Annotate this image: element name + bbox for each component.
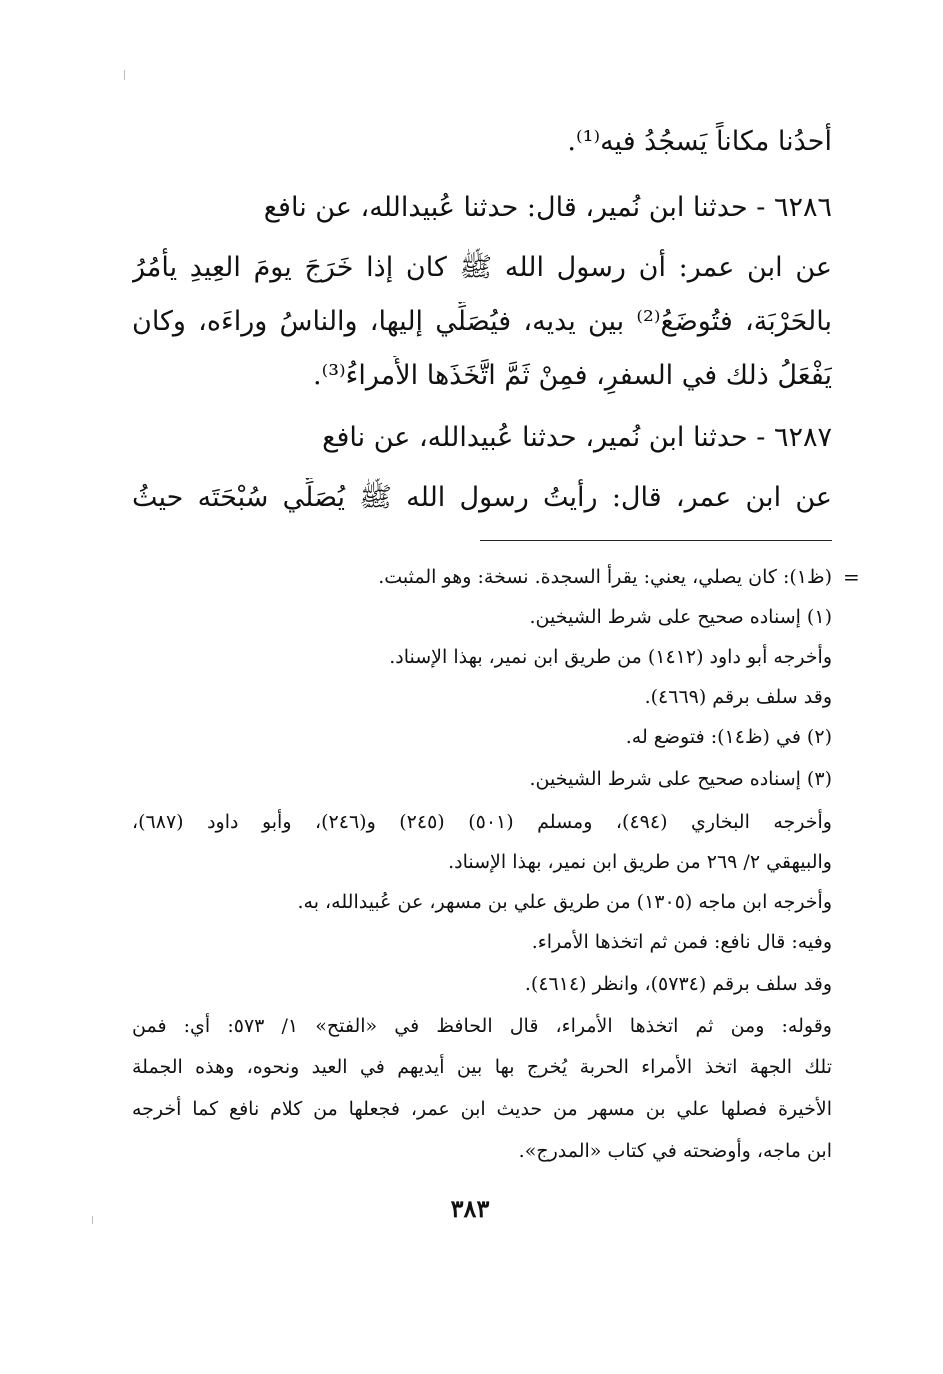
- footnote-line-6: (٣) إسناده صحيح على شرط الشيخين.: [529, 768, 832, 790]
- footnote-line-11: وقد سلف برقم (٥٧٣٤)، وانظر (٤٦١٤).: [524, 973, 832, 995]
- footnote-separator: [480, 540, 832, 541]
- footnote-line-2: (١) إسناده صحيح على شرط الشيخين.: [529, 606, 832, 628]
- footnote-line-15: ابن ماجه، وأوضحته في كتاب «المدرج».: [518, 1140, 832, 1162]
- footnote-line-3: وأخرجه أبو داود (١٤١٢) من طريق ابن نمير، بهذا الإسناد.: [389, 646, 832, 668]
- footnote-line-9: وأخرجه ابن ماجه (١٣٠٥) من طريق علي بن مسهر، عن عُبيدالله، به.: [297, 891, 832, 913]
- footnote-line-13: تلك الجهة اتخذ الأمراء الحربة يُخرج بها بين أيديهم في العيد ونحوه، وهذه الجملة: [132, 1056, 832, 1078]
- scan-mark-left: [92, 1216, 93, 1224]
- main-line-1: أحدُنا مكاناً يَسجُدُ فيه⁽¹⁾.: [567, 126, 832, 157]
- hadith-6287-chain: ٦٢٨٧ - حدثنا ابن نُمير، حدثنا عُبيدالله، عن نافع: [322, 422, 832, 453]
- main-line-7: عن ابن عمر، قال: رأيتُ رسول الله ﷺ يُصَلِّي سُبْحَتَه حيثُ: [132, 482, 832, 513]
- continuation-mark: =: [843, 565, 860, 589]
- footnote-line-5: (٢) في (ظ١٤): فتوضع له.: [625, 726, 832, 748]
- footnote-line-7: وأخرجه البخاري (٤٩٤)، ومسلم (٥٠١) (٢٤٥) و(٢٤٦)، وأبو داود (٦٨٧)،: [132, 811, 832, 833]
- footnote-line-1: (ظ١): كان يصلي، يعني: يقرأ السجدة. نسخة: وهو المثبت.: [378, 566, 832, 588]
- main-line-4: بالحَرْبَة، فتُوضَعُ⁽²⁾ بين يديه، فيُصَلِّي إليها، والناسُ وراءَه، وكان: [132, 306, 832, 337]
- footnote-line-8: والبيهقي ٢/ ٢٦٩ من طريق ابن نمير، بهذا الإسناد.: [448, 851, 832, 873]
- footnote-line-10: وفيه: قال نافع: فمن ثم اتخذها الأمراء.: [531, 931, 832, 953]
- footnote-line-14: الأخيرة فصلها علي بن مسهر من حديث ابن عمر، فجعلها من كلام نافع كما أخرجه: [132, 1098, 832, 1120]
- main-line-3: عن ابن عمر: أن رسول الله ﷺ كان إذا خَرَجَ يومَ العِيدِ يأْمُرُ: [132, 252, 832, 283]
- scan-mark-top: [124, 70, 125, 80]
- footnote-line-4: وقد سلف برقم (٤٦٦٩).: [644, 686, 832, 708]
- main-line-5: يَفْعَلُ ذلك في السفرِ، فمِنْ ثَمَّ اتَّخَذَها الأُمراءُ⁽³⁾.: [313, 360, 832, 391]
- hadith-6286-chain: ٦٢٨٦ - حدثنا ابن نُمير، قال: حدثنا عُبيدالله، عن نافع: [263, 192, 832, 223]
- page-number: ٣٨٣: [450, 1194, 490, 1223]
- footnote-line-12: وقوله: ومن ثم اتخذها الأمراء، قال الحافظ في «الفتح» ١/ ٥٧٣: أي: فمن: [132, 1015, 832, 1037]
